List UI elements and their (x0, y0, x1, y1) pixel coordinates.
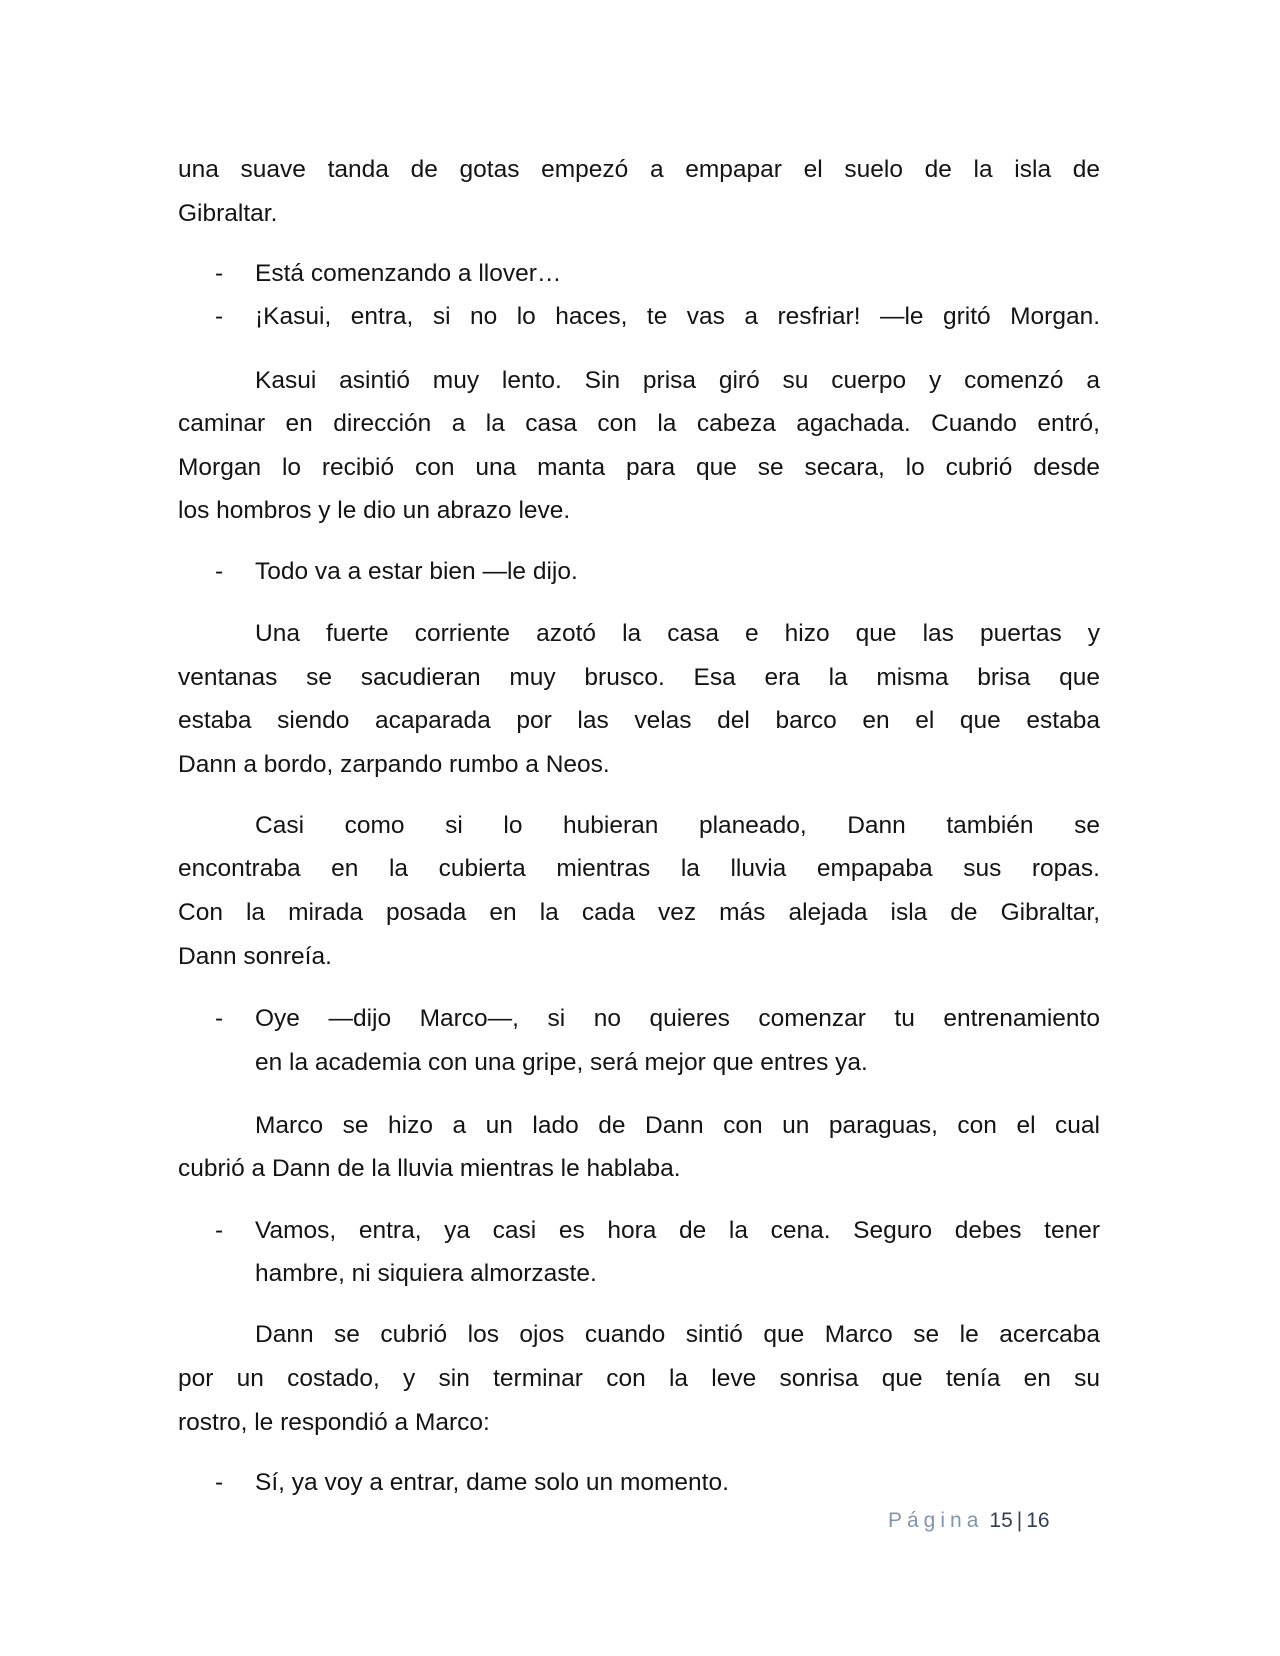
paragraph-line: Dann se cubrió los ojos cuando sintió que Marco se le acercaba (255, 1321, 1100, 1348)
paragraph-line: Marco se hizo a un lado de Dann con un paraguas, con el cual (255, 1112, 1100, 1139)
dialogue-line: Está comenzando a llover… (255, 260, 562, 287)
paragraph-line: rostro, le respondió a Marco: (178, 1409, 490, 1436)
dialogue-dash: - (215, 1005, 224, 1032)
dialogue-line: hambre, ni siquiera almorzaste. (255, 1260, 597, 1287)
page-label: Página (888, 1509, 984, 1532)
page-separator: | (1016, 1509, 1023, 1532)
paragraph-line: por un costado, y sin terminar con la leve sonrisa que tenía en su (178, 1365, 1100, 1392)
dialogue-dash: - (215, 260, 224, 287)
paragraph-line: Kasui asintió muy lento. Sin prisa giró su cuerpo y comenzó a (255, 367, 1100, 394)
paragraph-line: ventanas se sacudieran muy brusco. Esa era la misma brisa que (178, 664, 1100, 691)
paragraph-line: Una fuerte corriente azotó la casa e hizo que las puertas y (255, 620, 1100, 647)
paragraph-line: Dann sonreía. (178, 943, 332, 970)
paragraph-line: caminar en dirección a la casa con la cabeza agachada. Cuando entró, (178, 410, 1100, 437)
page-number-footer (888, 1508, 1050, 1534)
paragraph-line: encontraba en la cubierta mientras la lluvia empapaba sus ropas. (178, 855, 1100, 882)
dialogue-dash: - (215, 1217, 224, 1244)
paragraph-line: una suave tanda de gotas empezó a empapar el suelo de la isla de (178, 156, 1100, 183)
paragraph-line: estaba siendo acaparada por las velas del barco en el que estaba (178, 707, 1100, 734)
dialogue-line: Oye —dijo Marco—, si no quieres comenzar tu entrenamiento (255, 1005, 1100, 1032)
dialogue-line: Vamos, entra, ya casi es hora de la cena. Seguro debes tener (255, 1217, 1100, 1244)
dialogue-dash: - (215, 558, 224, 585)
current-page-number: 15 (989, 1509, 1013, 1532)
paragraph-line: Con la mirada posada en la cada vez más alejada isla de Gibraltar, (178, 899, 1100, 926)
total-pages-number: 16 (1026, 1509, 1050, 1532)
dialogue-line: Todo va a estar bien —le dijo. (255, 558, 578, 585)
paragraph-line: Morgan lo recibió con una manta para que se secara, lo cubrió desde (178, 454, 1100, 481)
dialogue-dash: - (215, 303, 224, 330)
paragraph-line: Casi como si lo hubieran planeado, Dann también se (255, 812, 1100, 839)
dialogue-line: Sí, ya voy a entrar, dame solo un momento. (255, 1469, 729, 1496)
paragraph-line: Dann a bordo, zarpando rumbo a Neos. (178, 751, 610, 778)
dialogue-line: ¡Kasui, entra, si no lo haces, te vas a resfriar! —le gritó Morgan. (255, 303, 1100, 330)
dialogue-dash: - (215, 1469, 224, 1496)
dialogue-line: en la academia con una gripe, será mejor que entres ya. (255, 1049, 868, 1076)
paragraph-line: cubrió a Dann de la lluvia mientras le hablaba. (178, 1155, 681, 1182)
paragraph-line: Gibraltar. (178, 200, 278, 227)
paragraph-line: los hombros y le dio un abrazo leve. (178, 497, 571, 524)
